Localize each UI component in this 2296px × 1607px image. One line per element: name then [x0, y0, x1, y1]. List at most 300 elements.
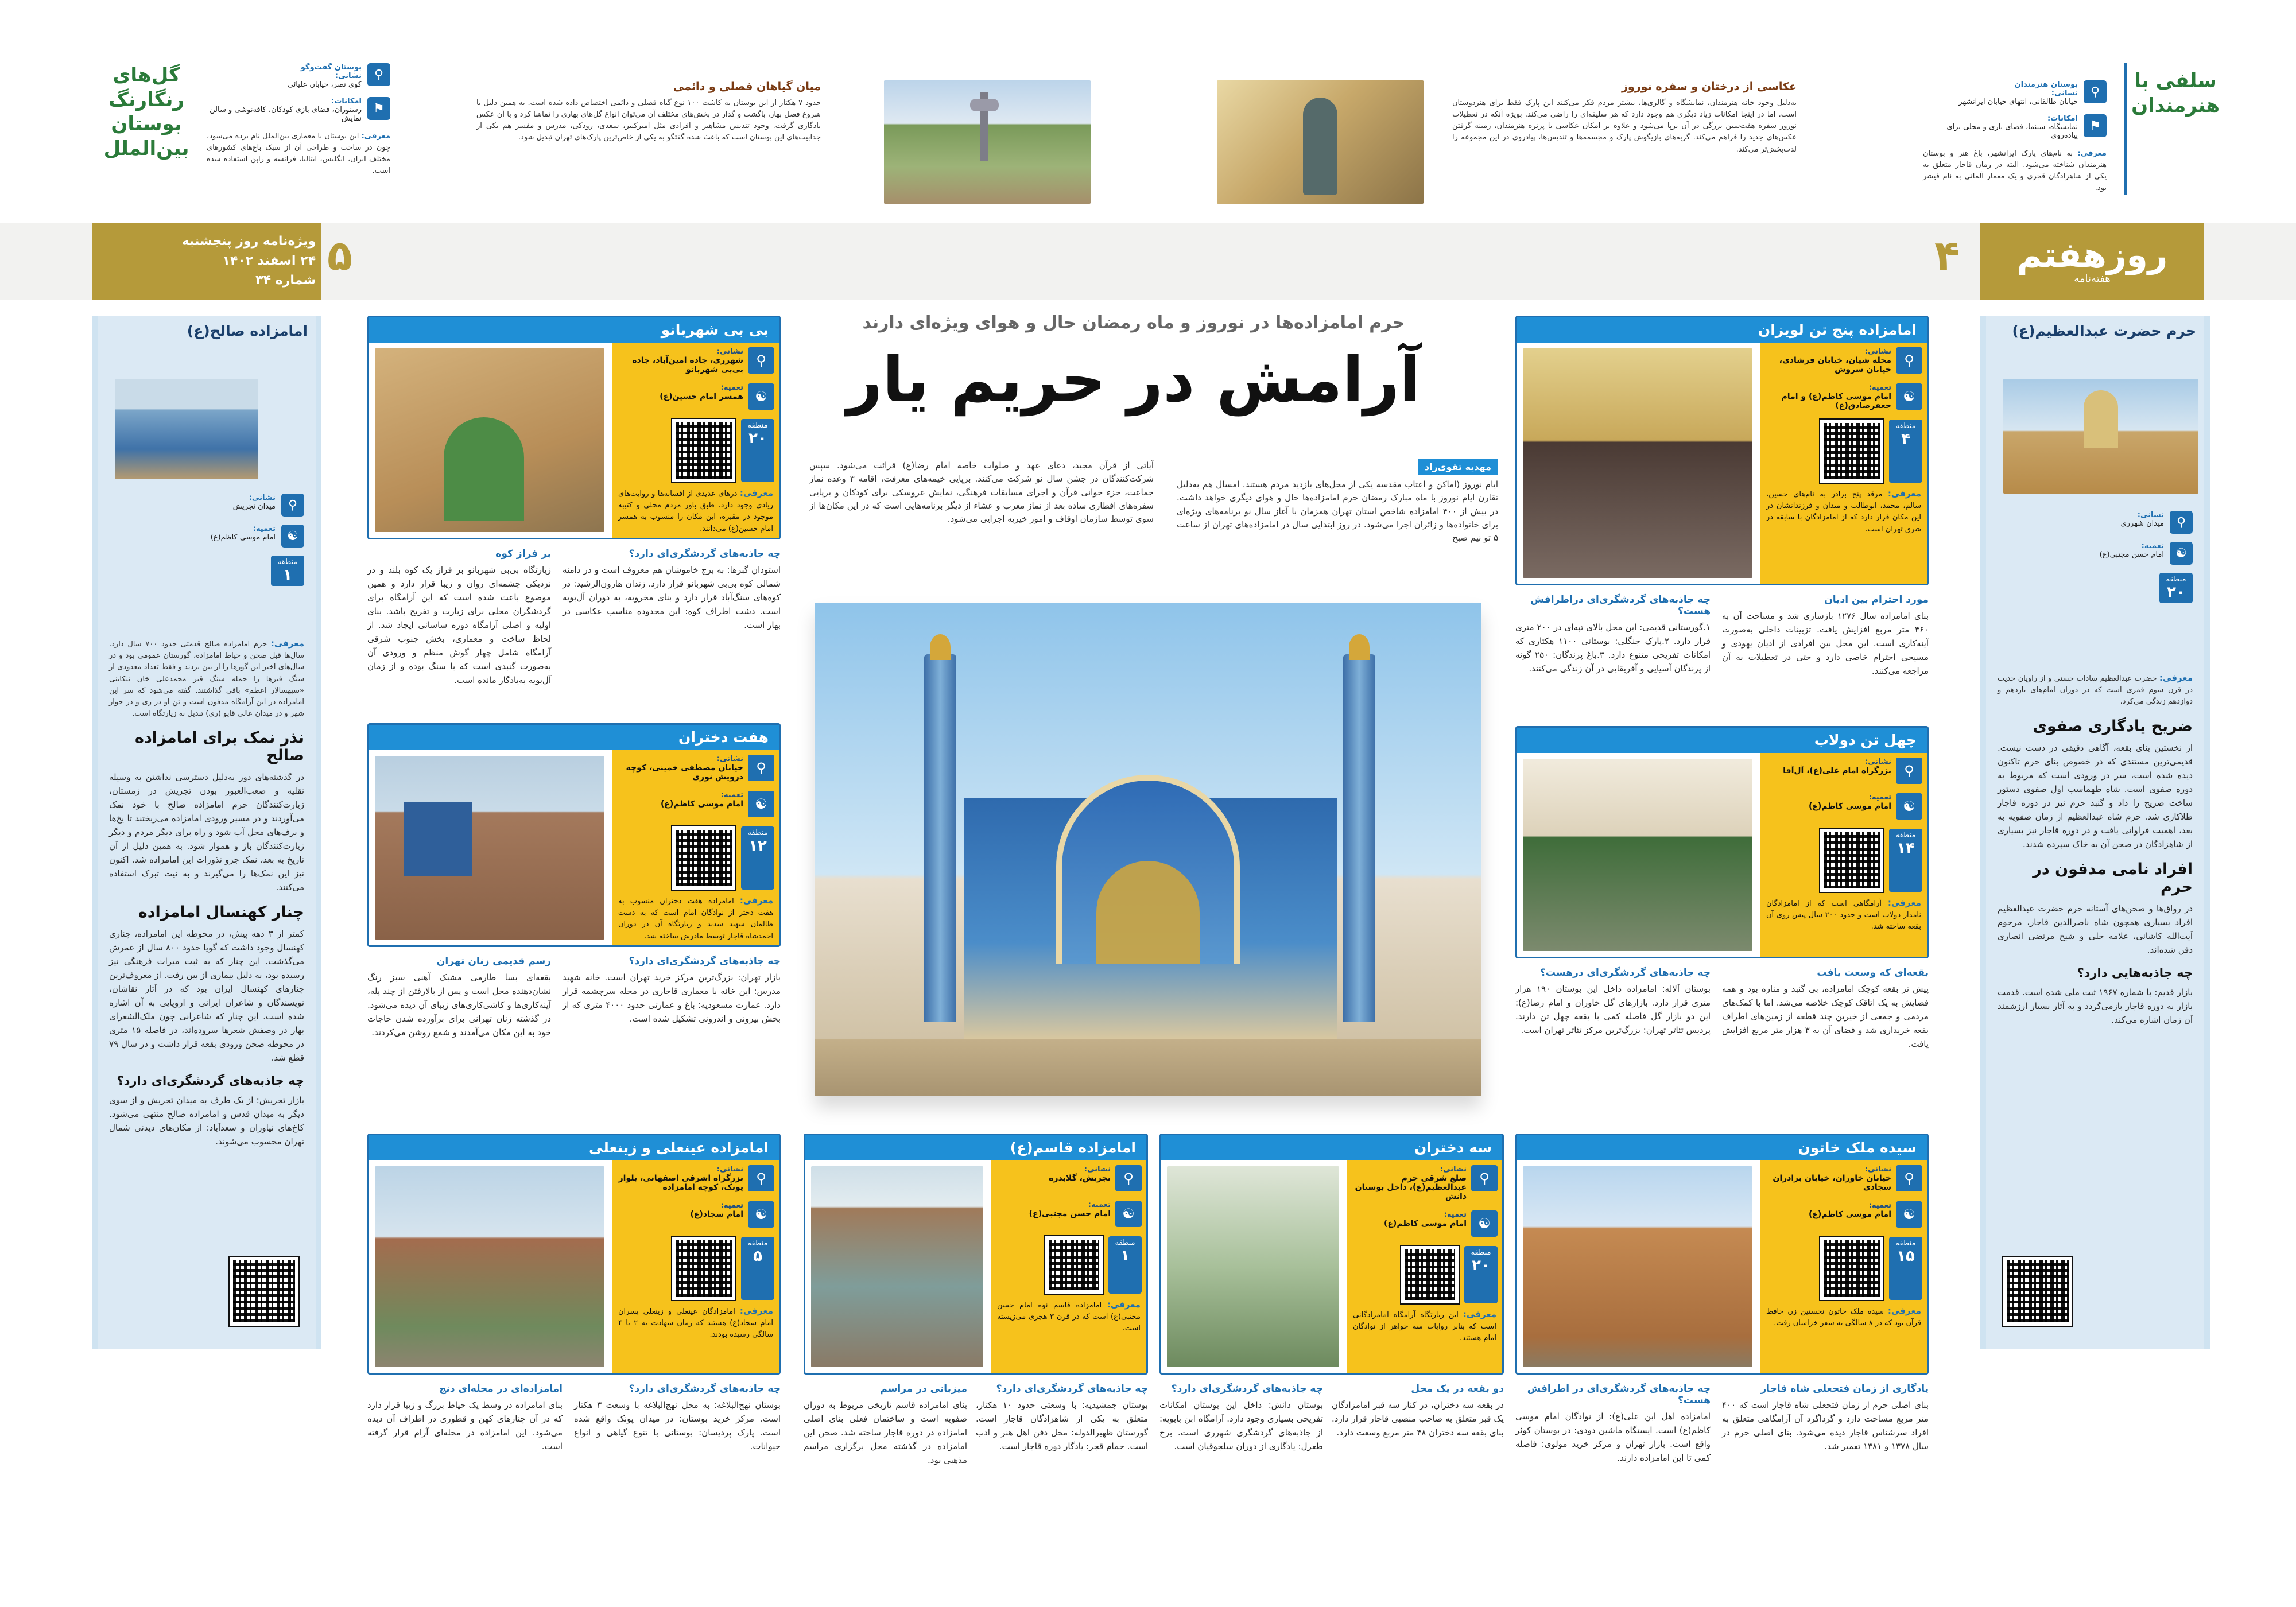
card-intro: امامزاده هفت دختران منسوب به هفت دختر از نوادگان امام است که به دست ظالمان شهید شدند و زیارتگاه آن در دوران احمدشاه قاجار توسط مادرش ساخته شد.: [618, 897, 773, 941]
region-badge: [271, 556, 304, 586]
card-title: هفت دختران: [369, 725, 779, 750]
qr-code[interactable]: [1820, 829, 1883, 892]
sub-title: میزبانی در مراسم: [880, 1383, 967, 1395]
section-title: ضریح یادگاری صفوی: [2033, 717, 2193, 735]
qr-code[interactable]: [1820, 420, 1883, 483]
intro-label: معرفی:: [1887, 898, 1921, 908]
info-row: [612, 379, 779, 414]
card-info-panel: [991, 1160, 1146, 1373]
info-value: بزرگراه اشرفی اصفهانی، بلوار پونک، کوچه امامزاده: [618, 1174, 743, 1192]
region-label: منطقه: [747, 421, 768, 430]
info-label: بوستان گفت‌وگو: [300, 63, 362, 72]
info-label: نشانی:: [1864, 758, 1891, 766]
card-title: چهل تن دولاب: [1517, 728, 1927, 753]
info-value: خیابان خاوران، خیابان برادران سجادی: [1773, 1174, 1891, 1192]
family-icon: ☯: [2170, 542, 2193, 565]
region-label: منطقه: [1115, 1239, 1135, 1247]
section-text: از نخستین بنای بقعه، آگاهی دقیقی در دست نیست. قدیمی‌ترین مستندی که در خصوص بنای حرم تاکنون دیده شده است، سر در ورودی است که مربوط به دوره صفوی است. شاه طهماسب اول صفوی دستور ساخت ضریح را داد و گنبد حرم نیز در دوره قاجار طلاکاری شد. حرم شاه عبدالعظیم از زمان صفویه به بعد، اهمیت فراوانی یافت و در دوره قاجار نیز بسیاری از شاهزادگان در صحن آن به خاک سپرده شدند.: [1998, 742, 2193, 849]
region-label: منطقه: [1895, 831, 1916, 840]
issue-block: [92, 223, 321, 300]
header-rule: [330, 223, 2167, 224]
top-plants-article: [476, 80, 821, 144]
section-title: افراد نامی مدفون در حرم: [2033, 860, 2193, 896]
info-label: نشانی:: [2137, 511, 2164, 519]
card-intro: این زیارتگاه آرامگاه امامزادگانی است که بنابر روایات سه خواهر از نوادگان امام هستند.: [1353, 1311, 1496, 1343]
info-row: [612, 1160, 779, 1197]
intro-label: معرفی:: [2077, 149, 2107, 158]
info-value: کوی نصر، خیابان علیائی: [287, 80, 362, 89]
section-text: بازار تجریش: از یک طرف به میدان تجریش و از سوی دیگر به میدان قدس و امامزاده صالح منتهی می‌شود. کاخ‌های نیاوران و سعدآباد: از مکان‌های دیدنی شمال تهران محسوب می‌شوند.: [109, 1095, 304, 1147]
card-photo: [375, 1166, 604, 1367]
info-label: تعمیه:: [253, 525, 276, 533]
seh-article-left: [1159, 1383, 1323, 1453]
info-value: امام حسن مجتبی(ع): [1029, 1209, 1111, 1218]
location-pin-icon: ⚲: [748, 347, 774, 374]
card-info-panel: [1760, 753, 1927, 957]
region-label: منطقه: [1895, 422, 1916, 430]
top-right-title: سلفی با هنرمندان: [2131, 69, 2220, 117]
sub-text: بنای اصلی حرم از زمان فتحعلی شاه قاجار است که ۴۰۰ متر مربع مساحت دارد و گرداگرد آن آرامگاهی متعلق به افراد سرشناس قاجار دیده می‌شود. بنای اصلی حرم در سال ۱۳۷۸ و ۱۳۸۱ تعمیر شد.: [1722, 1400, 1929, 1451]
region-number: ۵: [753, 1248, 762, 1265]
location-pin-icon: ⚲: [2084, 80, 2107, 103]
sub-title: امامزاده‌ای در محله‌ای دنج: [439, 1383, 563, 1395]
sub-text: بوستان آلاله: امامزاده داخل این بوستان ۱۹۰ هزار متری قرار دارد. بازارهای گل خاوران و امام رضا(ع): این دو بازار گل فاصله کمی با بقعه چهل تن دارند. پردیس تئاتر تهران: بزرگ‌ترین مرکز تئاتر تهران است.: [1515, 984, 1711, 1035]
main-mosque-photo: [815, 603, 1481, 1096]
info-row: [1347, 1160, 1502, 1206]
section-title: چه جاذبه‌هایی دارد؟: [2077, 965, 2193, 980]
haft-article-right: [563, 956, 781, 1026]
intro-label: معرفی:: [739, 488, 773, 498]
info-label: تعمیه:: [1868, 383, 1891, 392]
qr-code[interactable]: [230, 1257, 298, 1326]
card-photo: [1167, 1166, 1339, 1367]
info-row: [1923, 114, 2107, 140]
info-label: نشانی:: [249, 494, 276, 502]
bibi-article-right: [563, 548, 781, 632]
info-value: صلع شرقی حرم عبدالعظیم(ع)، داخل بوستان دانش: [1355, 1174, 1467, 1201]
chehel-article-left: [1515, 967, 1711, 1037]
left-page-number: ۵: [327, 231, 352, 280]
info-value: محله شیان، خیابان فرشادی، خیابان سروش: [1779, 356, 1891, 374]
info-value: تجریش، گلابدره: [1049, 1174, 1111, 1183]
region-label: منطقه: [747, 1239, 768, 1248]
right-side-intro: حضرت عبدالعظیم سادات حسنی و از راویان حدیث در قرن سوم قمری است که در دوران امام‌های یازدهم و دوازدهم زندگی می‌کرد.: [1998, 674, 2193, 707]
qasem-article-right: [976, 1383, 1148, 1453]
left-side-intro: حرم امامزاده صالح قدمتی حدود ۷۰۰ سال دارد. سال‌ها قبل صحن و حیاط امامزاده، گورستان عمومی بود و در سال‌های اخیر این گورها را از بین بردند و فقط تعداد معدودی از سنگ قبرها را جمله سنگ قبر محمدعلی خان تنکابنی «سپهسالار اعظم» باقی گذاشتند. گفته می‌شود که سر این امامزاده در این آرامگاه مدفون است و تن او در ری و در جوار شهر و در میدان عالی قاپو (ری) تبدیل به زیارتگاه است.: [109, 640, 304, 718]
top-right-info: [1923, 80, 2107, 195]
info-value: امام موسی کاظم(ع): [660, 799, 743, 809]
region-number: ۱۲: [748, 837, 767, 855]
courtyard-shape: [815, 1039, 1481, 1096]
card-intro: درهای عدیدی از افسانه‌ها و روایت‌های زیادی وجود دارد. طبق باور مردم محلی و کتیبه موجود در مقبره، این مکان را منسوب به همسر امام حسین(ع) می‌دانند.: [618, 490, 773, 533]
intro-label: معرفی:: [270, 638, 304, 649]
sub-text: زیارتگاه بی‌بی شهربانو بر فراز یک کوه بلند و در نزدیکی چشمه‌ای روان و زیبا قرار دارد و همین موضوع باعث شده است که این آرامگاه برای گردشگران محلی برای زیارت و تفریح باشد. بنای اولیه و اصلی آرامگاه دوره ساسانی ایجاد شد. از لحاظ ساخت و معماری، بخش جنوب شرقی آرامگاه شامل چهار گوش منظم و ورودی آن به‌صورت گنبدی است که با سنگ بوده و از زمان آل‌بویه به‌یادگار مانده است.: [367, 565, 551, 685]
region-label: منطقه: [277, 558, 298, 566]
top-left-title: گل‌های رنگارنگ بوستان بین‌الملل: [103, 64, 189, 160]
section-title: چنار کهنسال امامزاده: [138, 903, 304, 922]
info-row: [612, 343, 779, 379]
qr-code[interactable]: [1820, 1237, 1883, 1300]
info-value: میدان شهرری: [2120, 519, 2164, 528]
region-badge: [2159, 573, 2193, 603]
tile-panel-shape: [404, 802, 472, 876]
info-value: امام موسی کاظم(ع) و امام جعفرصادق(ع): [1781, 392, 1891, 410]
info-row: [1760, 1160, 1927, 1197]
top-plants-heading: میان گیاهان فصلی و دائمی: [673, 80, 821, 93]
top-left-info: [207, 63, 390, 177]
qr-code[interactable]: [672, 1237, 735, 1300]
malek-article-left: [1515, 1383, 1711, 1465]
info-label: تعمیه:: [720, 791, 743, 799]
region-label: منطقه: [2166, 575, 2186, 584]
tower-head-shape: [970, 99, 999, 111]
family-icon: ☯: [748, 383, 774, 410]
card-intro: امامزادگان عینعلی و زینعلی پسران امام سجاد(ع) هستند که زمان شهادت به ۲ یا ۴ سالگی رسیده بودند.: [618, 1307, 774, 1340]
region-number: ۲۰: [1472, 1257, 1490, 1274]
info-label: نشانی:: [716, 755, 743, 763]
info-row: [207, 97, 390, 123]
info-row: [1760, 753, 1927, 789]
dome-shape: [2084, 390, 2118, 448]
info-row: [115, 494, 304, 517]
issue-line: ۲۴ اسفند ۱۴۰۲: [222, 253, 316, 268]
card-intro: آرامگاهی است که از امامزادگان نامدار دولاب است و حدود ۲۰۰ سال پیش روی آن بقعه ساخته شد.: [1766, 899, 1921, 931]
info-value: امام حسن مجتبی(ع): [2099, 550, 2164, 559]
info-value: بزرگراه امام علی(ع)، آل‌آقا: [1783, 766, 1891, 775]
minaret-cap-shape: [930, 634, 951, 660]
left-side-info: [115, 494, 304, 586]
lead-right-text: ایام نوروز (اماکن و اعتاب مقدسه یکی از محل‌های بازدید مردم هستند. امسال هم به‌دلیل تقارن ایام نوروز با ماه مبارک رمضان حرم امامزاده‌ها حال و هوای دیگری خواهد داشت. در بیش از ۴۰۰ امامزاده شاخص استان تهران همزمان با آغاز سال نو برنامه‌های ویژه‌ای برای خانواده‌ها و زائران اجرا می‌شود. در روز ابتدایی سال در امامزاده‌های تهران از ساعت ۵ تو نیم صبح: [1177, 479, 1498, 543]
right-side-body: [1998, 671, 2193, 1027]
sub-title: چه جاذبه‌های گردشگری‌ای دراطرافش هست؟: [1530, 594, 1711, 617]
family-icon: ☯: [1471, 1210, 1498, 1237]
card-intro: مرقد پنج برادر به نام‌های حسین، سالم، محمد، ابوطالب و میدان و فرزندانشان در این مکان قرار دارد که از امامزادگان با سابقه در شرق تهران است.: [1766, 490, 1921, 534]
info-row: [207, 63, 390, 89]
region-number: ۲۰: [748, 430, 767, 447]
info-label: تعمیه:: [1868, 793, 1891, 802]
info-label: تعمیه:: [720, 1201, 743, 1210]
region-badge: [1889, 420, 1922, 483]
region-badge: [741, 419, 774, 482]
left-side-photo: [115, 379, 258, 479]
top-left-intro: این بوستان با معماری بین‌الملل نام برده می‌شود، چون در ساخت و طراحی آن از سبک باغ‌های کشورهای مختلف ایران، انگلیس، ایتالیا، فرانسه و ژاپن استفاده شده است.: [207, 132, 390, 176]
section-text: در گذشته‌های دور به‌دلیل دسترسی نداشتن به وسیله نقلیه و صعب‌العبور بودن تجریش در زمستان، زیارت‌کنندگان حرم امامزاده صالح با خود نمک می‌آوردند و در مسیر ورودی امامزاده می‌ریختند تا یخ‌ها و برف‌های محل آب شود و راه برای دیگر مردم و دیگر زیارت‌کنندگان باز و هموار شود. به همین دلیل از آن تاریخ به بعد، نمک جزو نذورات این امامزاده شد. اکنون نیز این نمک‌ها را می‌گیرند و به نیت تبرک استفاده می‌کنند.: [109, 772, 304, 893]
facilities-icon: ⚑: [2084, 114, 2107, 137]
sub-text: بوستان جمشیدیه: با وسعتی حدود ۱۰ هکتار، متعلق به یکی از شاهزادگان قاجار است. گورستان ظهیرالدوله: محل دفن اهل هنر و ادب است. حمام قجر: یادگار دوره قاجار است.: [976, 1400, 1148, 1451]
info-row: [115, 525, 304, 548]
card-info-panel: [1347, 1160, 1502, 1373]
issue-line: ویژه‌نامه روز پنجشنبه: [181, 234, 316, 249]
info-label: نشانی:: [1864, 1165, 1891, 1174]
info-label: امکانات:: [2047, 114, 2078, 123]
info-row: [1760, 1197, 1927, 1232]
info-row: [1760, 789, 1927, 824]
sub-title: چه جاذبه‌های گردشگری‌ای دارد؟: [629, 548, 781, 560]
left-side-head: امامزاده صالح(ع): [187, 323, 308, 339]
card-qasem: [804, 1134, 1148, 1375]
info-value: همسر امام حسین(ع): [660, 392, 743, 401]
card-info-panel: [612, 1160, 779, 1373]
info-label: تعمیه:: [2141, 542, 2164, 550]
sub-text: امامزاده اهل ابن علی(ع): از نوادگان امام موسی کاظم(ع) است. ایستگاه ماشین دودی: در بوستان کوثر واقع است. بازار تهران و مرکز خرید مولوی: فاصله کمی تا این امامزاده دارند.: [1515, 1411, 1711, 1463]
top-sculpture-text: به‌دلیل وجود خانه هنرمندان، نمایشگاه و گالری‌ها، بیشتر مردم فکر می‌کنند این پارک فقط برای هنردوستان است. اما در اینجا امکانات زیاد دیگری هم وجود دارد که هر سلیقه‌ای را راضی می‌کند. بویژه آنکه در تعطیلات نوروز سفره هفت‌سین بزرگی در آن برپا می‌شود و علاوه بر امکان عکاسی با پرتره هنرمندان، زمینه گرفتن عکس‌های جدید را فراهم می‌کند. گربه‌های بازیگوش پارک و مجسمه‌ها و تندیس‌ها، پیادروی در این مجموعه را لذت‌بخش‌تر می‌کند.: [1452, 99, 1797, 154]
region-label: منطقه: [747, 829, 768, 837]
sculpture-photo: [1217, 80, 1424, 204]
info-row: [991, 1196, 1146, 1232]
card-malek-khatun: [1515, 1134, 1929, 1375]
info-value: میدان تجریش: [232, 502, 276, 511]
panj-article-left: [1515, 594, 1711, 676]
card-intro: امامزاده قاسم نوه امام حسن مجتبی(ع) است که در قرن ۳ هجری می‌زیسته است.: [997, 1301, 1141, 1333]
info-row: [991, 1160, 1146, 1196]
card-photo: [1523, 348, 1752, 578]
sub-title: دو بقعه در یک محل: [1411, 1383, 1504, 1395]
card-info-panel: [612, 750, 779, 945]
card-title: امامزاده پنج تن لویزان: [1517, 317, 1927, 343]
region-number: ۴: [1901, 430, 1910, 448]
left-side-column: [92, 316, 321, 1349]
byline: مهدیه تقوی‌راد: [1418, 459, 1498, 475]
sub-title: مورد احترام بین ادیان: [1824, 594, 1929, 605]
sculpture-shape: [1303, 98, 1337, 195]
info-label: نشانی:: [2051, 89, 2078, 98]
family-icon: ☯: [1896, 793, 1922, 820]
qr-code[interactable]: [1045, 1236, 1103, 1294]
info-label: نشانی:: [1864, 347, 1891, 356]
info-row: [1760, 379, 1927, 415]
info-value: شهرری، جاده امین‌آباد، جاده بی‌بی شهربانو: [632, 356, 743, 374]
info-label: تعمیه:: [720, 383, 743, 392]
card-einali-zeinali: [367, 1134, 781, 1375]
info-label: تعمیه:: [1444, 1210, 1467, 1219]
lead-left-text: آیاتی از قرآن مجید، دعای عهد و صلوات خاصه امام رضا(ع) قرائت می‌شود. سپس شرکت‌کنندگان در جشن سال نو شرکت می‌کنند. برپایی خیمه‌های معرفت، اقامه ۳ وعده نماز جماعت، جزء خوانی قرآن و اجرای مسابقات فرهنگی، نمایش عروسکی برای کودکان و برپایی سفره‌های افطاری ساده بعد از نماز مغرب و عشاء از دیگر برنامه‌هایی است که در این مکان‌ها از سوی توسط سازمان اوقاف و امور خیریه اجرایی می‌شود.: [809, 460, 1154, 524]
family-icon: ☯: [748, 1201, 774, 1228]
info-row: [2003, 542, 2193, 565]
location-pin-icon: ⚲: [1115, 1165, 1142, 1191]
location-pin-icon: ⚲: [748, 755, 774, 781]
section-text: بازار قدیم: با شماره ۱۹۶۷ ثبت ملی شده است. قدمت بازار به دوره قاجار بازمی‌گردد و به آثار بسیار ارزشمند آن زمان اشاره می‌کند.: [1998, 987, 2193, 1025]
logo-block: [1980, 223, 2204, 300]
card-photo: [375, 756, 604, 940]
location-pin-icon: ⚲: [1896, 758, 1922, 784]
card-info-panel: [1760, 1160, 1927, 1373]
card-photo: [1523, 1166, 1752, 1367]
sub-text: بقعه‌ای بسا طارمی مشبک آهنی سبز رنگ نشان‌دهنده محل است و پس از بالارفتن از چند پله، آینه‌کاری‌ها و کاشی‌کاری‌های زیبای آن دیده می‌شود. در گذشته زنان تهرانی برای برآورده شدن حاجات خود به این مکان می‌آمدند و شمع روشن می‌کردند.: [367, 972, 551, 1038]
region-badge: [741, 826, 774, 890]
section-text: کمتر از ۳ دهه پیش، در محوطه این امامزاده، چناری کهنسال وجود داشت که گویا حدود ۸۰۰ سال از عمرش می‌گذشت. این چنار که به ثبت میراث فرهنگی نیز رسیده بود، به دلیل بیماری از بین رفت. از معروف‌ترین چنارهای کهنسال ایران بود که در آثار نقاشان، نویسندگان و شاعران ایرانی و اروپایی به آن اشاره شده است. این چنار که شاعرانی چون ملک‌الشعرای بهار در وصفش شعرها سروده‌اند، در فاصله ۱۵ متری در محوطه صحن ورودی بقعه قرار داشت و در سال ۷۹ قطع شد.: [109, 929, 304, 1063]
card-photo: [375, 348, 604, 532]
divider: [2124, 63, 2127, 195]
card-chehel-tan: [1515, 726, 1929, 958]
section-title: نذر نمک برای امامزاده صالح: [135, 729, 304, 765]
card-title: امامزاده عینعلی و زینعلی: [369, 1135, 779, 1160]
facilities-icon: ⚑: [367, 97, 390, 120]
sub-text: بوستان نهج‌البلاغه: به محل نهج‌البلاغه با وسعت ۳ هکتار است. مرکز خرید بوستان: در میدان پونک واقع شده است. پارک پردیسان: بوستانی با تنوع گیاهی و انواع حیوانات.: [574, 1400, 781, 1451]
info-value: امام موسی کاظم(ع): [1808, 1210, 1891, 1219]
sub-title: بقعه‌ای که وسعت یافت: [1817, 967, 1929, 979]
region-number: ۱۴: [1896, 840, 1915, 857]
info-value: امام سجاد(ع): [690, 1210, 743, 1219]
location-pin-icon: ⚲: [367, 63, 390, 86]
location-pin-icon: ⚲: [1471, 1165, 1498, 1191]
panj-article-right: [1722, 594, 1929, 678]
logo: روزهفتم: [2016, 235, 2168, 275]
sub-text: بازار تهران: بزرگ‌ترین مرکز خرید تهران است. خانه شهید مدرس: این خانه با معماری قاجاری در محله سرچشمه قرار دارد. عمارت مسعودیه: باغ و عمارتی حدود ۴۰۰۰ متری که از بخش بیرونی و اندرونی تشکیل شده است.: [563, 972, 781, 1024]
info-label: نشانی:: [716, 1165, 743, 1174]
region-badge: [1889, 829, 1922, 892]
lead-right: [1177, 459, 1498, 545]
info-value: خیابان طالقانی، انتهای خیابان ایرانشهر: [1958, 98, 2078, 106]
park-photo: [884, 80, 1091, 204]
main-header: [746, 313, 1521, 416]
info-value: نمایشگاه، سینما، فضای بازی و محلی برای پیاده‌روی: [1946, 123, 2078, 140]
info-label: نشانی:: [716, 347, 743, 356]
info-row: [1760, 343, 1927, 379]
info-value: خیابان مصطفی خمینی، کوچه درویش نوری: [626, 763, 743, 782]
left-side-body: [109, 637, 304, 1148]
bibi-article-left: [367, 548, 551, 687]
top-strip: [0, 0, 2296, 223]
section-text: در رواق‌ها و صحن‌های آستانه حرم حضرت عبدالعظیم افراد بسیاری همچون شاه ناصرالدین قاجار، مرحوم آیت‌الله کاشانی، علامه حلی و شیخ مرتضی انصاری دفن شده‌اند.: [1998, 903, 2193, 955]
card-title: سیده ملک خاتون: [1517, 1135, 1927, 1160]
card-photo: [1523, 759, 1752, 951]
region-number: ۱: [283, 566, 292, 584]
intro-label: معرفی:: [1107, 1299, 1141, 1310]
region-number: ۲۰: [2167, 584, 2185, 601]
family-icon: ☯: [748, 791, 774, 817]
green-door-shape: [444, 417, 524, 521]
minaret-shape: [924, 654, 956, 1022]
intro-label: معرفی:: [2159, 673, 2193, 683]
right-side-info: [2003, 511, 2193, 603]
info-value: امام موسی کاظم(ع): [210, 533, 276, 542]
top-plants-text: حدود ۷ هکتار از این بوستان به کاشت ۱۰۰ نوع گیاه فصلی و دائمی اختصاص داده شده است. به همین دلیل با شروع فصل بهار، باگشت و گذار در بخش‌های مختلف آن می‌توان انواع گل‌های بهاری را تماشا کرد و با آن عکس یادگاری گرفت. وجود تندیس مشاهیر و افرادی مثل امیرکبیر، سعدی، رودکی، مدرس و مفسر هم یکی از جذابیت‌های این بوستان است که باعث شده گفتگو به یکی از خاص‌ترین پارک‌های تهران تبدیل شود.: [476, 99, 821, 142]
info-row: [612, 786, 779, 822]
seh-article-right: [1332, 1383, 1504, 1439]
golden-arch-shape: [1096, 861, 1200, 964]
sub-title: یادگاری از زمان فتحعلی شاه قاجار: [1760, 1383, 1929, 1395]
card-seh-dokhtaran: [1159, 1134, 1504, 1375]
qasem-article-left: [804, 1383, 967, 1467]
card-intro: سیده ملک خاتون نخستین زن حافظ قرآن بود که در ۸ سالگی به سفر خراسان رفت.: [1766, 1307, 1921, 1328]
location-pin-icon: ⚲: [1896, 347, 1922, 374]
right-page-number: ۴: [1934, 231, 1960, 280]
sub-text: بنای امامزاده در وسط یک حیاط بزرگ و زیبا قرار دارد که در آن چنارهای کهن و قطوری در اطراف آن دیده می‌شود. این امامزاده در محله‌ای آرام قرار گرفته است.: [367, 1400, 563, 1451]
info-label: نشانی:: [1084, 1165, 1111, 1174]
card-haft-dokhtaran: [367, 723, 781, 947]
header-bar: [0, 223, 2296, 300]
sub-text: بنای امامزاده قاسم تاریخی مربوط به دوران صفویه است و ساختمان فعلی بنای اصلی امامزاده در دوره قاجار ساخته شد. صحن این امامزاده در گذشته محل برگزاری مراسم مذهبی بود.: [804, 1400, 967, 1465]
info-row: [1347, 1206, 1502, 1241]
region-number: ۱۵: [1896, 1248, 1915, 1265]
sub-text: استودان گبرها: به برج خاموشان هم معروف است و در دامنه شمالی کوه بی‌بی شهربانو قرار دارد. زندان هارون‌الرشید: در کوه‌های سنگ‌آباد قرار دارد و بنای مخروبه، به دوران آل‌بویه است. دشت اطراف کوه: این محدوده مناسب عکاسی در بهار است.: [563, 565, 781, 630]
intro-label: معرفی:: [1463, 1309, 1496, 1319]
card-info-panel: [1760, 343, 1927, 584]
location-pin-icon: ⚲: [2170, 511, 2193, 534]
sub-title: چه جاذبه‌های گردشگری‌ای دارد؟: [1171, 1383, 1323, 1395]
intro-label: معرفی:: [739, 1306, 773, 1316]
card-bibi-shahrbanu: [367, 316, 781, 539]
info-label: نشانی:: [335, 72, 362, 80]
region-badge: [1108, 1236, 1142, 1294]
logo-sub: هفته‌نامه: [2074, 272, 2111, 285]
location-pin-icon: ⚲: [1896, 1165, 1922, 1191]
sub-text: در بقعه سه دختران، در کنار سه قبر امامزادگان یک قبر متعلق به صاحب منصبی قاجار قرار دارد. بنای بقعه سه دختران ۴۸ متر مربع وسعت دارد.: [1332, 1400, 1504, 1438]
headline: آرامش در حریم یار: [847, 344, 1421, 416]
sub-title: چه جاذبه‌های گردشگری‌ای در اطرافش هست؟: [1527, 1383, 1711, 1406]
card-title: امامزاده قاسم(ع): [805, 1135, 1146, 1160]
top-sculpture-article: [1452, 80, 1797, 156]
family-icon: ☯: [1896, 1201, 1922, 1228]
right-side-photo: [2003, 379, 2198, 494]
qr-code[interactable]: [2003, 1257, 2072, 1326]
card-title: سه دختران: [1161, 1135, 1502, 1160]
sub-title: چه جاذبه‌های گردشگری‌ای درهست؟: [1540, 967, 1711, 979]
chehel-article-right: [1722, 967, 1929, 1051]
region-number: ۱: [1120, 1247, 1130, 1264]
info-row: [612, 750, 779, 786]
right-side-head: حرم حضرت عبدالعظیم(ع): [2012, 323, 2196, 339]
region-badge: [1464, 1246, 1498, 1303]
intro-label: معرفی:: [1887, 488, 1921, 499]
location-pin-icon: ⚲: [748, 1165, 774, 1191]
info-label: نشانی:: [1440, 1165, 1467, 1174]
info-value: امام موسی کاظم(ع): [1808, 802, 1891, 811]
minaret-shape: [1343, 654, 1375, 1022]
region-badge: [1889, 1237, 1922, 1300]
sub-text: بنای امامزاده سال ۱۲۷۶ بازسازی شد و مساحت آن به ۴۶۰ متر مربع افزایش یافت. تزیینات داخلی به‌صورت آینه‌کاری است. این محل بین افرادی از ادیان یهودی و مسیحی احترام خاصی دارد و حتی در تعطیلات به آن مراجعه می‌کنند.: [1722, 611, 1929, 676]
sub-text: پیش تر بقعه کوچک امامزاده، بی گنبد و مناره بود و همه فضایش به یک اتاقک کوچک خلاصه می‌شد. اما با کمک‌های مردمی و جمعی از خیرین چند قطعه از زمین‌های اطراف بقعه خریداری شد و فضای آن به ۳ هزار متر مربع افزایش یافت.: [1722, 984, 1929, 1049]
qr-code[interactable]: [1401, 1246, 1459, 1303]
sub-title: چه جاذبه‌های گردشگری‌ای دارد؟: [629, 1383, 781, 1395]
lead-left: [809, 459, 1154, 526]
malek-article-right: [1722, 1383, 1929, 1453]
family-icon: ☯: [1896, 383, 1922, 410]
right-side-column: [1980, 316, 2210, 1349]
sub-title: چه جاذبه‌های گردشگری‌ای دارد؟: [996, 1383, 1148, 1395]
intro-label: معرفی:: [739, 895, 774, 906]
family-icon: ☯: [281, 525, 304, 548]
top-right-intro: به نام‌های پارک ایرانشهر، باغ هنر و بوستان هنرمندان شناخته می‌شود. البته در زمان قاجار متعلق به یکی از شاهزادگان قجری و یک معمار آلمانی به نام فیشر بود.: [1923, 149, 2107, 193]
info-label: امکانات:: [331, 97, 362, 106]
haft-article-left: [367, 956, 551, 1039]
qr-code[interactable]: [672, 826, 735, 890]
einali-article-left: [367, 1383, 563, 1453]
card-title: بی بی شهربانو: [369, 317, 779, 343]
qr-code[interactable]: [672, 419, 735, 482]
region-label: منطقه: [1471, 1248, 1491, 1257]
intro-label: معرفی:: [361, 132, 390, 141]
info-label: تعمیه:: [1868, 1201, 1891, 1210]
kicker: حرم امامزاده‌ها در نوروز و ماه رمضان حال و هوای ویژه‌ای دارند: [862, 313, 1405, 333]
info-label: تعمیه:: [1088, 1201, 1111, 1209]
card-panj-tan: [1515, 316, 1929, 585]
sub-text: ۱.گورستانی قدیمی: این محل بالای تپه‌ای در ۲۰۰ متری قرار دارد. ۲.پارک جنگلی: بوستانی ۱۱۰۰ هکتاری که امکانات تفریحی متنوع دارد. ۳.باغ پرندگان: ۲۵۰ گونه از پرندگان آسیایی و آفریقایی در آن زندگی می‌کنند.: [1515, 622, 1711, 674]
info-row: [1923, 80, 2107, 106]
info-value: رستوران، فضای بازی کودکان، کافه‌نوشی و سالن نمایش: [210, 106, 362, 123]
info-label: بوستان هنرمندان: [2014, 80, 2078, 89]
sub-title: چه جاذبه‌های گردشگری‌ای دارد؟: [629, 956, 781, 967]
intro-label: معرفی:: [1887, 1306, 1921, 1316]
card-info-panel: [612, 343, 779, 538]
sub-title: بر فراز کوه: [495, 548, 551, 560]
minaret-cap-shape: [1349, 634, 1370, 660]
family-icon: ☯: [1115, 1201, 1142, 1227]
region-badge: [741, 1237, 774, 1300]
sub-text: بوستان دانش: داخل این بوستان امکانات تفریحی بسیاری وجود دارد. آرامگاه ابن بابویه: از جاذبه‌های گردشگری شهرری است. برج طغرل: یادگاری از دوران سلجوقیان است.: [1159, 1400, 1323, 1451]
section-title: چه جاذبه‌های گردشگری‌ای دارد؟: [117, 1074, 304, 1088]
info-value: امام موسی کاظم(ع): [1383, 1219, 1467, 1228]
